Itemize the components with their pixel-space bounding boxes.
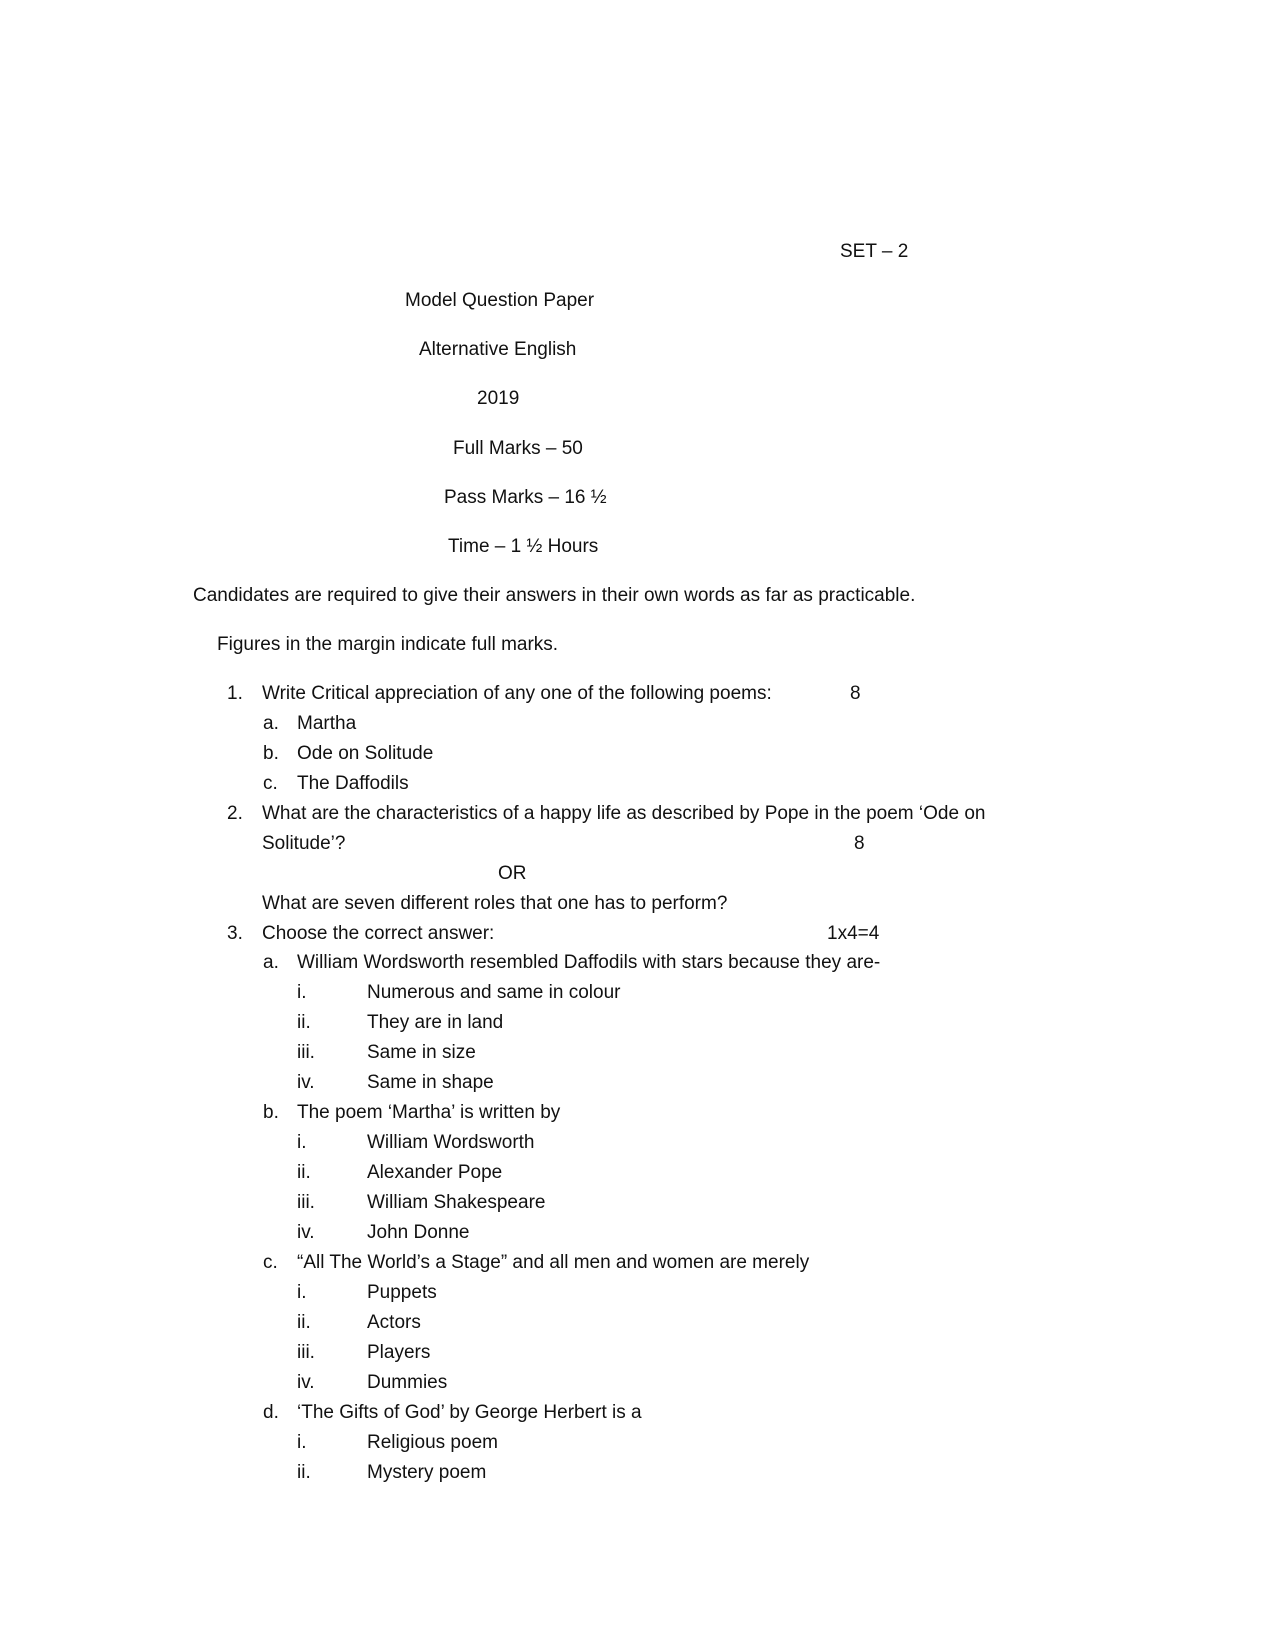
q3-part-letter: a. [263,952,279,973]
paper-title: Model Question Paper [405,290,595,311]
choice-text: Same in size [367,1042,476,1063]
q3-text: Choose the correct answer: [262,923,495,944]
choice-numeral: i. [297,1282,307,1303]
q3-part-letter: c. [263,1252,278,1273]
instruction-margin-marks: Figures in the margin indicate full marks. [217,634,559,655]
choice-numeral: iii. [297,1192,315,1213]
q1-option-letter: b. [263,743,279,764]
choice-text: Alexander Pope [367,1162,503,1183]
choice-text: Puppets [367,1282,437,1303]
q3-part-text: The poem ‘Martha’ is written by [297,1102,561,1123]
choice-numeral: iv. [297,1222,315,1243]
q3-part-text: “All The World’s a Stage” and all men and women are merely [297,1252,810,1273]
choice-text: William Wordsworth [367,1132,535,1153]
q1-text: Write Critical appreciation of any one of the following poems: [262,683,772,704]
choice-text: Players [367,1342,431,1363]
year: 2019 [477,388,520,409]
choice-numeral: i. [297,1432,307,1453]
full-marks: Full Marks – 50 [453,438,583,459]
q3-part-text: William Wordsworth resembled Daffodils with stars because they are- [297,952,881,973]
choice-text: William Shakespeare [367,1192,546,1213]
choice-numeral: ii. [297,1462,311,1483]
choice-text: Religious poem [367,1432,498,1453]
q1-option-text: Ode on Solitude [297,743,434,764]
q3-part-letter: d. [263,1402,279,1423]
choice-numeral: ii. [297,1162,311,1183]
q3-part-letter: b. [263,1102,279,1123]
q2-number: 2. [227,803,243,824]
q2-text-line2: Solitude’? [262,833,346,854]
instruction-own-words: Candidates are required to give their answers in their own words as far as practicable. [193,585,916,606]
q2-marks: 8 [854,833,865,854]
choice-numeral: ii. [297,1012,311,1033]
choice-text: Actors [367,1312,421,1333]
choice-text: They are in land [367,1012,504,1033]
q3-part-text: ‘The Gifts of God’ by George Herbert is a [297,1402,642,1423]
choice-numeral: iv. [297,1072,315,1093]
q3-marks: 1x4=4 [827,923,880,944]
q2-or: OR [498,863,527,884]
choice-numeral: ii. [297,1312,311,1333]
set-label: SET – 2 [840,241,909,262]
q1-number: 1. [227,683,243,704]
q3-number: 3. [227,923,243,944]
time-allowed: Time – 1 ½ Hours [448,536,599,557]
choice-numeral: iii. [297,1342,315,1363]
choice-text: Mystery poem [367,1462,487,1483]
subject-title: Alternative English [419,339,577,360]
q2-text-line1: What are the characteristics of a happy life as described by Pope in the poem ‘Ode on [262,803,986,824]
choice-numeral: iv. [297,1372,315,1393]
q1-option-text: Martha [297,713,357,734]
choice-text: Same in shape [367,1072,494,1093]
q1-option-letter: a. [263,713,279,734]
q1-option-letter: c. [263,773,278,794]
choice-numeral: i. [297,982,307,1003]
choice-numeral: i. [297,1132,307,1153]
choice-numeral: iii. [297,1042,315,1063]
q1-marks: 8 [850,683,861,704]
q1-option-text: The Daffodils [297,773,409,794]
pass-marks: Pass Marks – 16 ½ [444,487,607,508]
choice-text: Numerous and same in colour [367,982,621,1003]
choice-text: Dummies [367,1372,448,1393]
choice-text: John Donne [367,1222,470,1243]
q2-alternative: What are seven different roles that one has to perform? [262,893,728,914]
